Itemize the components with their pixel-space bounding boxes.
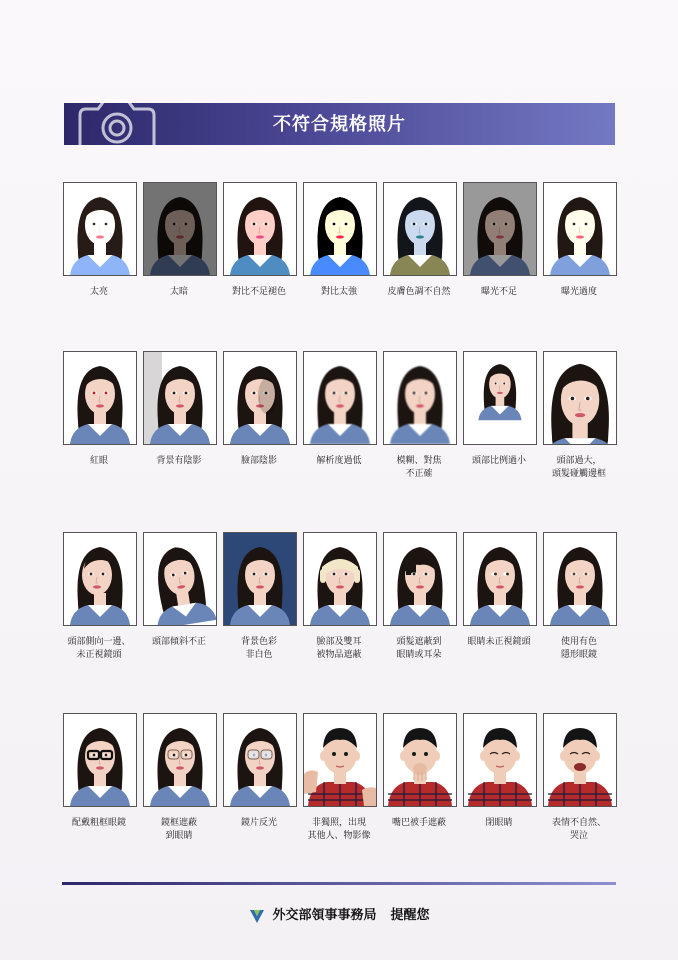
sample-photo bbox=[383, 713, 457, 807]
caption-line: 背景有陰影 bbox=[156, 456, 202, 466]
caption-line: 臉部及雙耳 bbox=[316, 637, 362, 647]
caption-line: 頭部比例過小 bbox=[471, 456, 526, 466]
photo-caption bbox=[529, 817, 629, 843]
caption-line: 皮膚色調不自然 bbox=[387, 287, 451, 297]
caption-line: 鏡片反光 bbox=[240, 818, 277, 828]
caption-line: 曝光不足 bbox=[480, 287, 517, 297]
photo-caption bbox=[529, 455, 629, 481]
sample-photo bbox=[223, 532, 297, 626]
sample-photo bbox=[383, 182, 457, 276]
caption-line: 非獨照，出現 bbox=[311, 818, 366, 828]
footer bbox=[0, 904, 678, 925]
caption-line: 被物品遮蔽 bbox=[316, 650, 362, 660]
sample-photo bbox=[463, 182, 537, 276]
sample-photo bbox=[143, 532, 217, 626]
caption-line: 曝光過度 bbox=[560, 287, 597, 297]
caption-line: 太亮 bbox=[89, 287, 108, 297]
divider bbox=[62, 882, 616, 885]
caption-line: 頭部過大， bbox=[556, 456, 602, 466]
sample-photo bbox=[63, 532, 137, 626]
caption-line: 頭髮碰觸邊框 bbox=[551, 469, 606, 479]
sample-photo bbox=[143, 713, 217, 807]
sample-photo bbox=[383, 532, 457, 626]
caption-line: 頭髮遮蔽到 bbox=[396, 637, 442, 647]
page-title: 不符合規格照片 bbox=[273, 114, 406, 135]
caption-line: 未正視鏡頭 bbox=[76, 650, 122, 660]
caption-line: 鏡框遮蔽 bbox=[160, 818, 197, 828]
caption-line: 哭泣 bbox=[569, 831, 588, 841]
caption-line: 對比不足褪色 bbox=[231, 287, 286, 297]
caption-line: 嘴巴被手遮蔽 bbox=[391, 818, 446, 828]
sample-photo bbox=[223, 713, 297, 807]
sample-photo bbox=[143, 182, 217, 276]
sample-photo bbox=[543, 713, 617, 807]
sample-photo bbox=[543, 351, 617, 445]
sample-photo bbox=[543, 532, 617, 626]
caption-line: 解析度過低 bbox=[316, 456, 362, 466]
caption-line: 非白色 bbox=[245, 650, 273, 660]
caption-line: 紅眼 bbox=[89, 456, 108, 466]
sample-photo bbox=[63, 713, 137, 807]
caption-line: 太暗 bbox=[169, 287, 188, 297]
sample-photo bbox=[463, 713, 537, 807]
sample-photo bbox=[463, 532, 537, 626]
ministry-logo-icon bbox=[248, 907, 266, 925]
photo-caption bbox=[529, 286, 629, 299]
sample-photo bbox=[383, 351, 457, 445]
caption-line: 眼睛未正視鏡頭 bbox=[467, 637, 531, 647]
caption-line: 不正確 bbox=[405, 469, 433, 479]
sample-photo bbox=[463, 351, 537, 445]
sample-photo bbox=[223, 182, 297, 276]
sample-photo bbox=[303, 532, 377, 626]
caption-line: 臉部陰影 bbox=[240, 456, 277, 466]
caption-line: 閉眼睛 bbox=[485, 818, 513, 828]
sample-photo bbox=[543, 182, 617, 276]
sample-photo bbox=[303, 351, 377, 445]
caption-line: 到眼睛 bbox=[165, 831, 193, 841]
sample-photo bbox=[63, 351, 137, 445]
caption-line: 模糊、對焦 bbox=[396, 456, 442, 466]
title-banner bbox=[64, 103, 615, 145]
sample-photo bbox=[303, 182, 377, 276]
caption-line: 其他人、物影像 bbox=[307, 831, 371, 841]
sample-photo bbox=[63, 182, 137, 276]
photo-caption bbox=[529, 636, 629, 662]
caption-line: 眼睛或耳朵 bbox=[396, 650, 442, 660]
caption-line: 表情不自然、 bbox=[551, 818, 606, 828]
sample-photo bbox=[143, 351, 217, 445]
caption-line: 頭部側向一邊、 bbox=[67, 637, 131, 647]
caption-line: 對比太強 bbox=[320, 287, 357, 297]
caption-line: 頭部傾斜不正 bbox=[151, 637, 206, 647]
footer-reminder: 提醒您 bbox=[390, 908, 430, 923]
sample-photo bbox=[223, 351, 297, 445]
footer-agency: 外交部領事事務局 bbox=[272, 908, 377, 923]
sample-photo bbox=[303, 713, 377, 807]
caption-line: 使用有色 bbox=[560, 637, 597, 647]
caption-line: 隱形眼鏡 bbox=[560, 650, 597, 660]
caption-line: 背景色彩 bbox=[240, 637, 277, 647]
caption-line: 配戴粗框眼鏡 bbox=[71, 818, 126, 828]
